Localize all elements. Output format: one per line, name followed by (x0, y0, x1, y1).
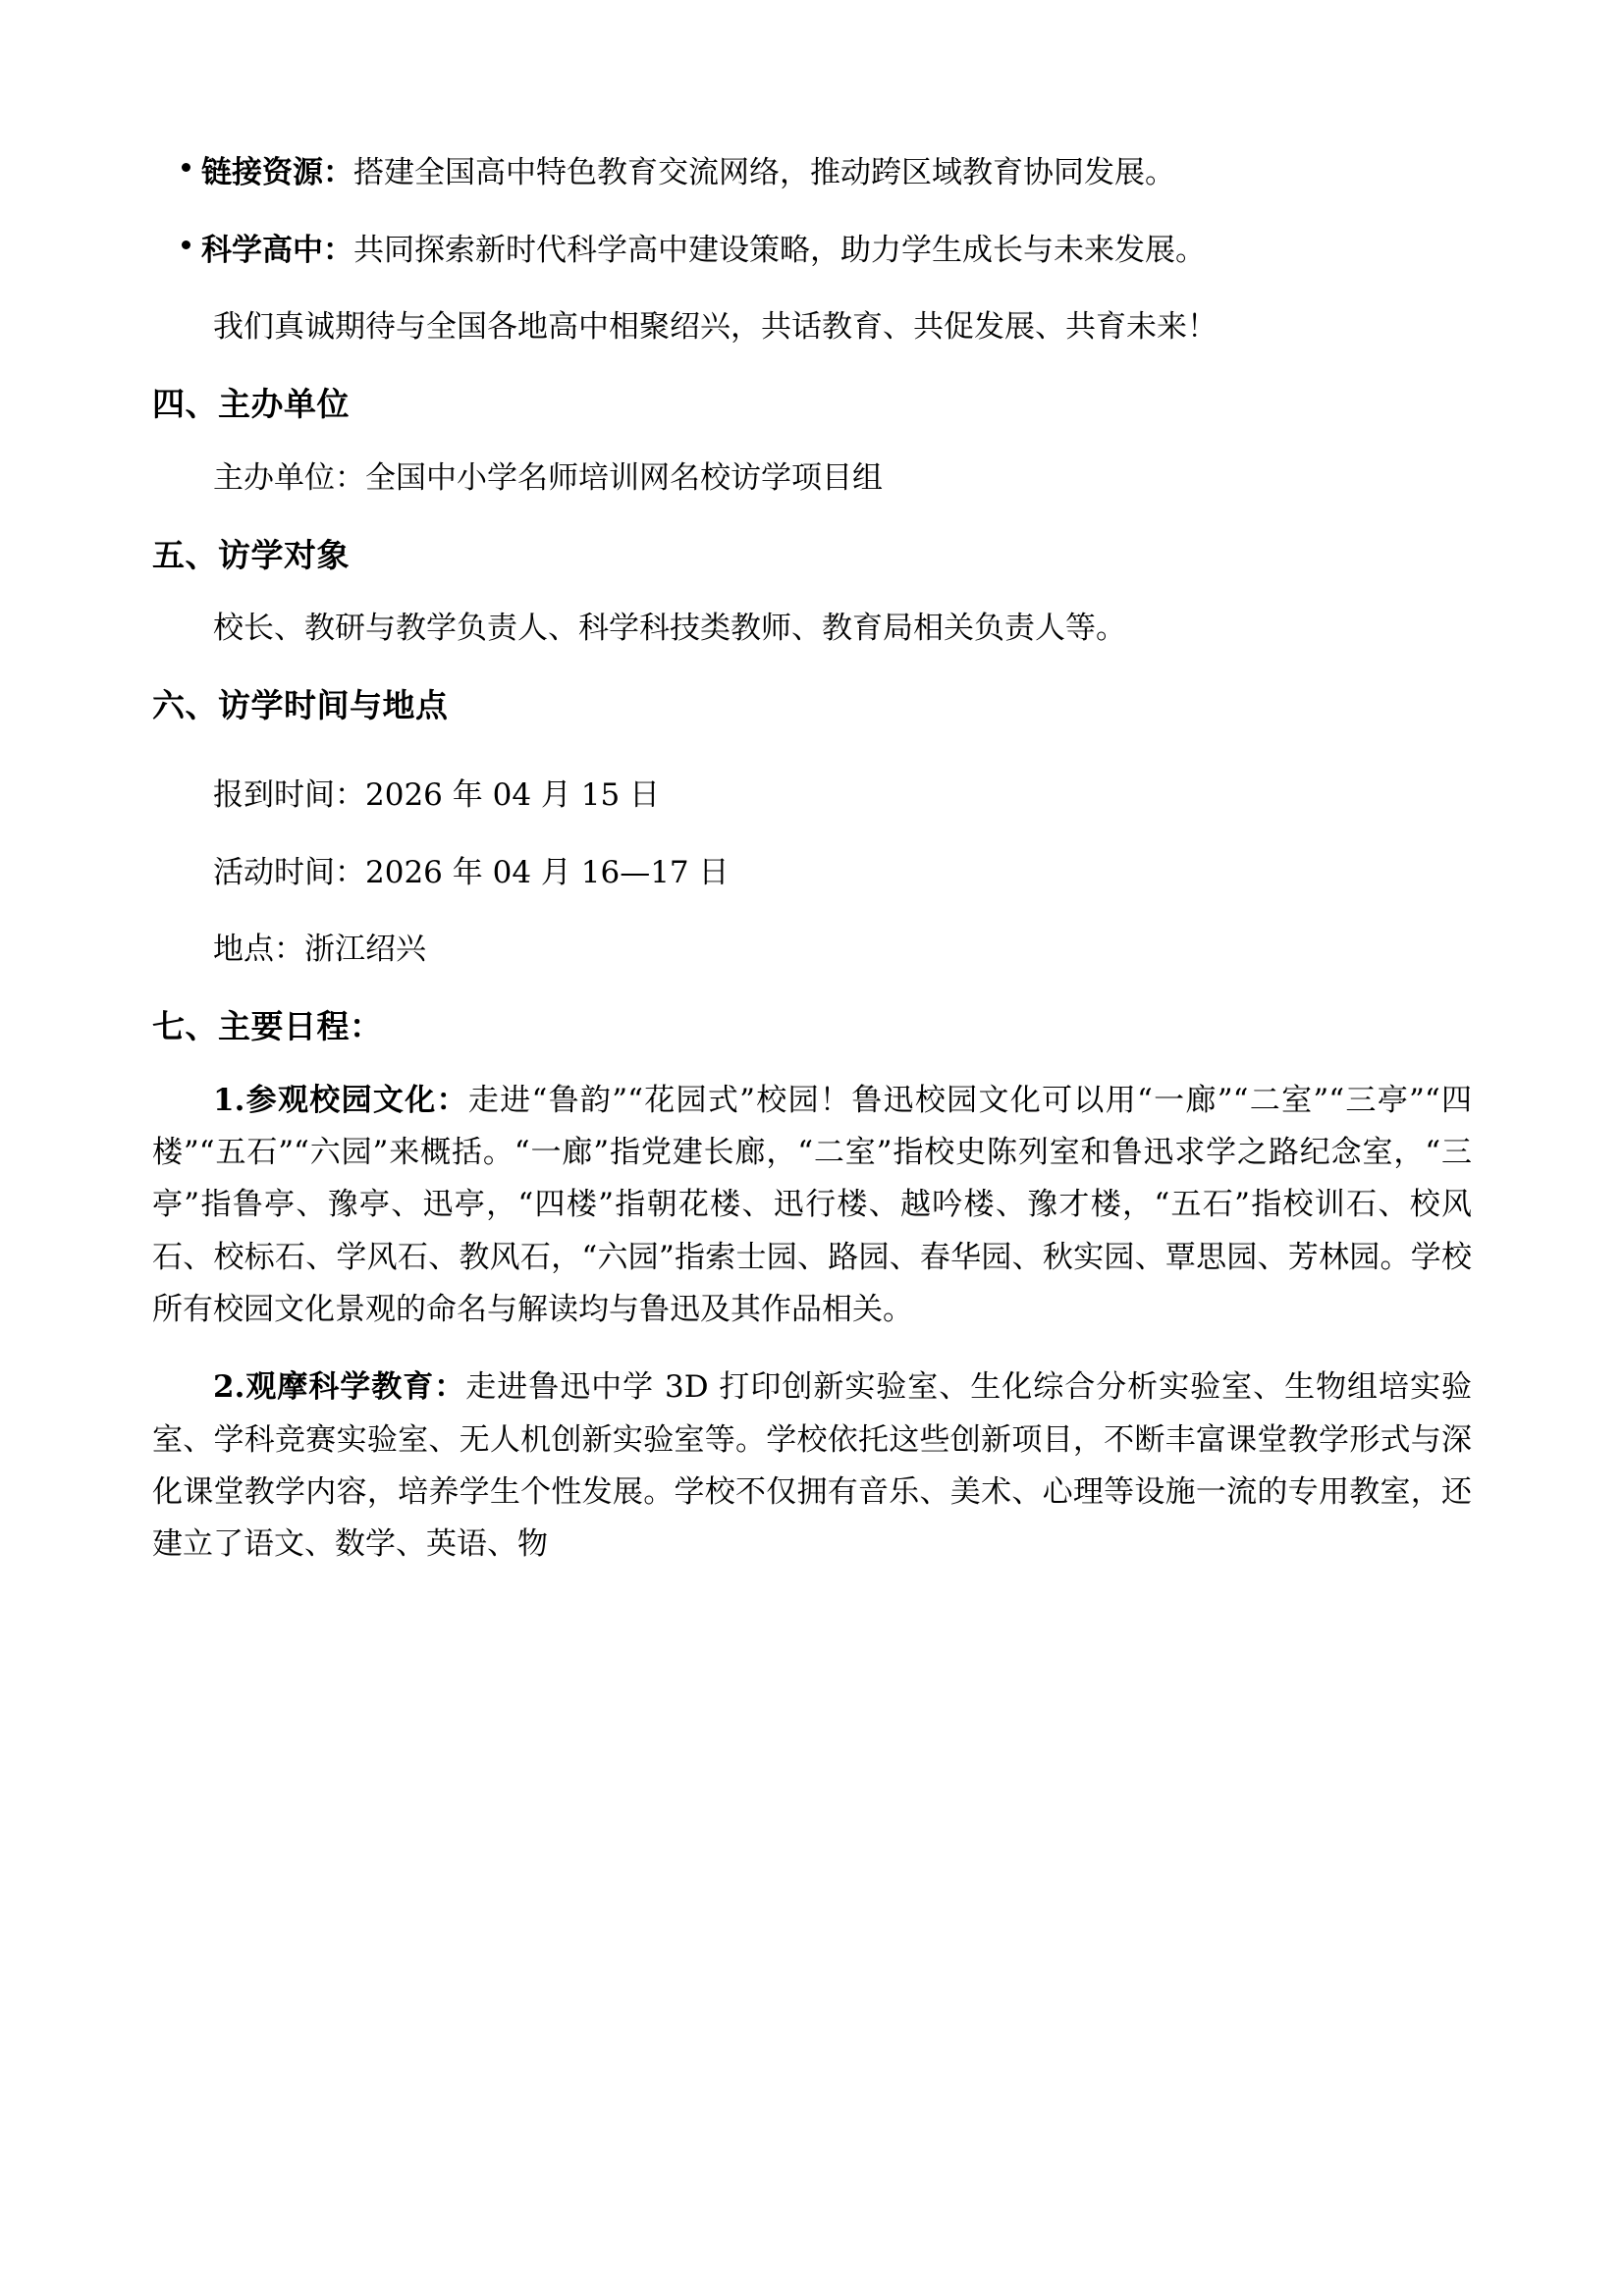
registration-time-line: 报到时间：2026 年 04 月 15 日 (213, 776, 661, 813)
section-heading-4: 四、主办单位 (152, 385, 350, 424)
bullet-dot-icon (182, 163, 190, 172)
section-body-audience: 校长、教研与教学负责人、科学科技类教师、教育局相关负责人等。 (213, 611, 1126, 647)
list-item (152, 225, 1472, 277)
location-line: 地点：浙江绍兴 (213, 932, 426, 968)
agenda-item-1 (152, 1075, 1472, 1337)
benefits-bullet-list (152, 147, 1472, 276)
agenda-item-2 (152, 1362, 1472, 1571)
document-body (152, 147, 1472, 1572)
section-heading-5: 五、访学对象 (152, 535, 350, 574)
agenda-item-2-label: 观摩科学教育： (244, 1369, 466, 1406)
bullet-text: 搭建全国高中特色教育交流网络，推动跨区域教育协同发展。 (353, 155, 1175, 190)
section-body-organizer: 主办单位：全国中小学名师培训网名校访学项目组 (213, 459, 883, 496)
agenda-item-1-number: 1. (213, 1082, 245, 1118)
event-time-line: 活动时间：2026 年 04 月 16—17 日 (213, 854, 730, 890)
bullet-label: 科学高中： (201, 232, 353, 268)
bullet-dot-icon (182, 240, 190, 249)
section-heading-7: 七、主要日程： (152, 1006, 383, 1045)
spacer (152, 754, 1472, 770)
list-item (152, 147, 1472, 199)
section-heading-6: 六、访学时间与地点 (152, 686, 449, 725)
agenda-item-1-label: 参观校园文化： (244, 1082, 468, 1118)
agenda-item-1-text: 走进“鲁韵”“花园式”校园！鲁迅校园文化可以用“一廊”“二室”“三亭”“四楼”“五石”“六园”来概括。“一廊”指党建长廊，“二室”指校史陈列室和鲁迅求学之路纪念室，“三亭”指鲁亭、豫亭、迅亭，“四楼”指朝花楼、迅行楼、越吟楼、豫才楼，“五石”指校训石、校风石、校标石、学风石、教风石，“六园”指索士园、路园、春华园、秋实园、覃思园、芳林园。学校所有校园文化景观的命名与解读均与鲁迅及其作品相关。 (152, 1082, 1473, 1327)
agenda-item-2-text: 走进鲁迅中学 3D 打印创新实验室、生化综合分析实验室、生物组培实验室、学科竞赛实验室、无人机创新实验室等。学校依托这些创新项目，不断丰富课堂教学形式与深化课堂教学内容，培养学生个性发展。学校不仅拥有音乐、美术、心理等设施一流的专用教室，还建立了语文、数学、英语、物 (152, 1369, 1472, 1563)
bullet-text: 共同探索新时代科学高中建设策略，助力学生成长与未来发展。 (353, 232, 1206, 268)
bullet-label: 链接资源： (201, 155, 353, 190)
closing-line: 我们真诚期待与全国各地高中相聚绍兴，共话教育、共促发展、共育未来！ (213, 309, 1218, 346)
agenda-item-2-number: 2. (213, 1369, 245, 1406)
